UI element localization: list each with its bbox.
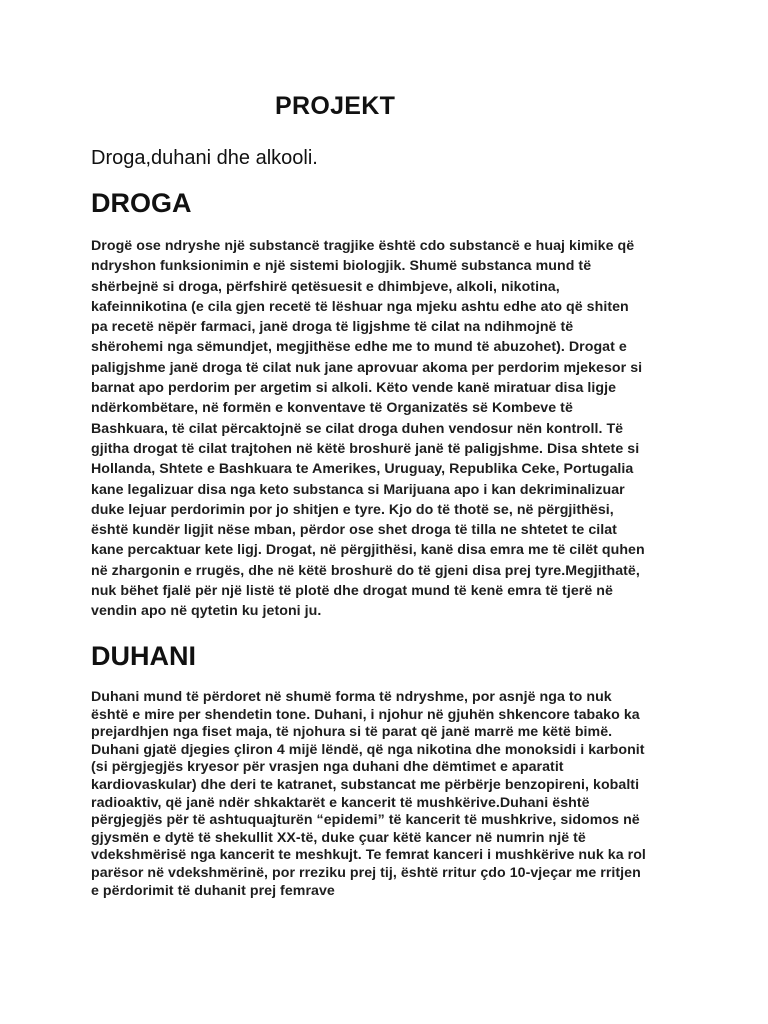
paragraph-line: është e mire per shendetin tone. Duhani, i njohur në gjuhën shkencore tabako ka [91, 706, 640, 723]
document-title: PROJEKT [275, 92, 396, 120]
paragraph-line: Hollanda, Shtete e Bashkuara te Amerikes, Uruguay, Republika Ceke, Portugalia [91, 461, 634, 478]
paragraph-line: (si përgjegjës kryesor për vrasjen nga duhani dhe dëmtimet e aparatit [91, 759, 564, 776]
paragraph-line: ndërkombëtare, në formën e konventave të Organizatës së Kombeve të [91, 400, 573, 417]
paragraph-line: radioaktiv, që janë ndër shkaktarët e kancerit të mushkërive.Duhani është [91, 794, 590, 811]
paragraph-line: shërohemi nga sëmundjet, megjithëse edhe me to mund të abuzohet). Drogat e [91, 339, 627, 356]
section-heading-droga: DROGA [91, 188, 192, 218]
paragraph-line: Duhani mund të përdoret në shumë forma të ndryshme, por asnjë nga to nuk [91, 689, 612, 705]
paragraph-line: duke lejuar perdorimin por jo shitjen e tyre. Kjo do të thotë se, në përgjithësi, [91, 501, 614, 518]
paragraph-line: parësor në vdekshmërinë, por rreziku prej tij, është rritur çdo 10-vjeçar me rritjen [91, 864, 641, 881]
paragraph-line: kafeinnikotina (e cila gjen recetë të lëshuar nga mjeku ashtu edhe ato që shiten [91, 298, 629, 315]
paragraph-line: vendin apo në qytetin ku jetoni ju. [91, 603, 322, 620]
section-paragraph-droga [91, 236, 681, 622]
paragraph-line: nuk bëhet fjalë për një listë të plotë dhe drogat mund të kenë emra të tjerë në [91, 583, 613, 600]
paragraph-line: gjitha drogat të cilat trajtohen në këtë broshurë janë të paligjshme. Disa shtete si [91, 440, 640, 457]
paragraph-line: paligjshme janë droga të cilat nuk jane aprovuar akoma per perdorim mjekesor si [91, 359, 643, 376]
paragraph-line: Duhani gjatë djegies çliron 4 mijë lëndë, që nga nikotina dhe monoksidi i karbonit [91, 741, 645, 758]
paragraph-line: e përdorimit të duhanit prej femrave [91, 882, 335, 899]
paragraph-line: shërbejnë si droga, përfshirë qetësuesit e dhimbjeve, alkoli, nikotina, [91, 278, 560, 295]
paragraph-line: ndryshon funksionimin e një sistemi biologjik. Shumë substanca mund të [91, 258, 592, 275]
section-heading-duhani: DUHANI [91, 641, 196, 671]
paragraph-line: barnat apo perdorim per argetim si alkoli. Këto vende kanë miratuar disa ligje [91, 380, 617, 397]
section-paragraph-duhani [91, 689, 681, 900]
paragraph-line: pa recetë nëpër farmaci, janë droga të ligjshme të cilat na ndihmojnë të [91, 319, 574, 336]
paragraph-line: kardiovaskular) dhe deri te katranet, substancat me përbërje benzopireni, kobalti [91, 776, 640, 793]
paragraph-line: në zhargonin e rrugës, dhe në këtë broshurë do të gjeni disa prej tyre.Megjithatë, [91, 562, 640, 579]
paragraph-line: Bashkuara, të cilat përcaktojnë se cilat droga duhen vendosur nën kontroll. Të [91, 420, 624, 437]
paragraph-line: prejardhjen nga fiset maja, të njohura si të parat që janë marrë me këtë bimë. [91, 724, 613, 741]
paragraph-line: vdekshmërisë nga kancerit te meshkujt. Te femrat kanceri i mushkërive nuk ka rol [91, 847, 646, 864]
paragraph-line: Drogë ose ndryshe një substancë tragjike është cdo substancë e huaj kimike që [91, 238, 635, 254]
paragraph-line: është kundër ligjit nëse mban, përdor ose shet droga të tilla ne shtetet te cilat [91, 522, 617, 539]
paragraph-line: kane legalizuar disa nga keto substanca si Marijuana apo i kan dekriminalizuar [91, 481, 625, 498]
paragraph-line: gjysmën e dytë të shekullit XX-të, duke çuar këtë kancer në numrin një të [91, 829, 586, 846]
paragraph-line: kane percaktuar kete ligj. Drogat, në përgjithësi, kanë disa emra me të cilët quhen [91, 542, 645, 559]
paragraph-line: përgjegjës për të ashtuquajturën “epidemi” të kancerit të mushkrive, sidomos në [91, 812, 640, 829]
document-subtitle: Droga,duhani dhe alkooli. [91, 147, 318, 169]
